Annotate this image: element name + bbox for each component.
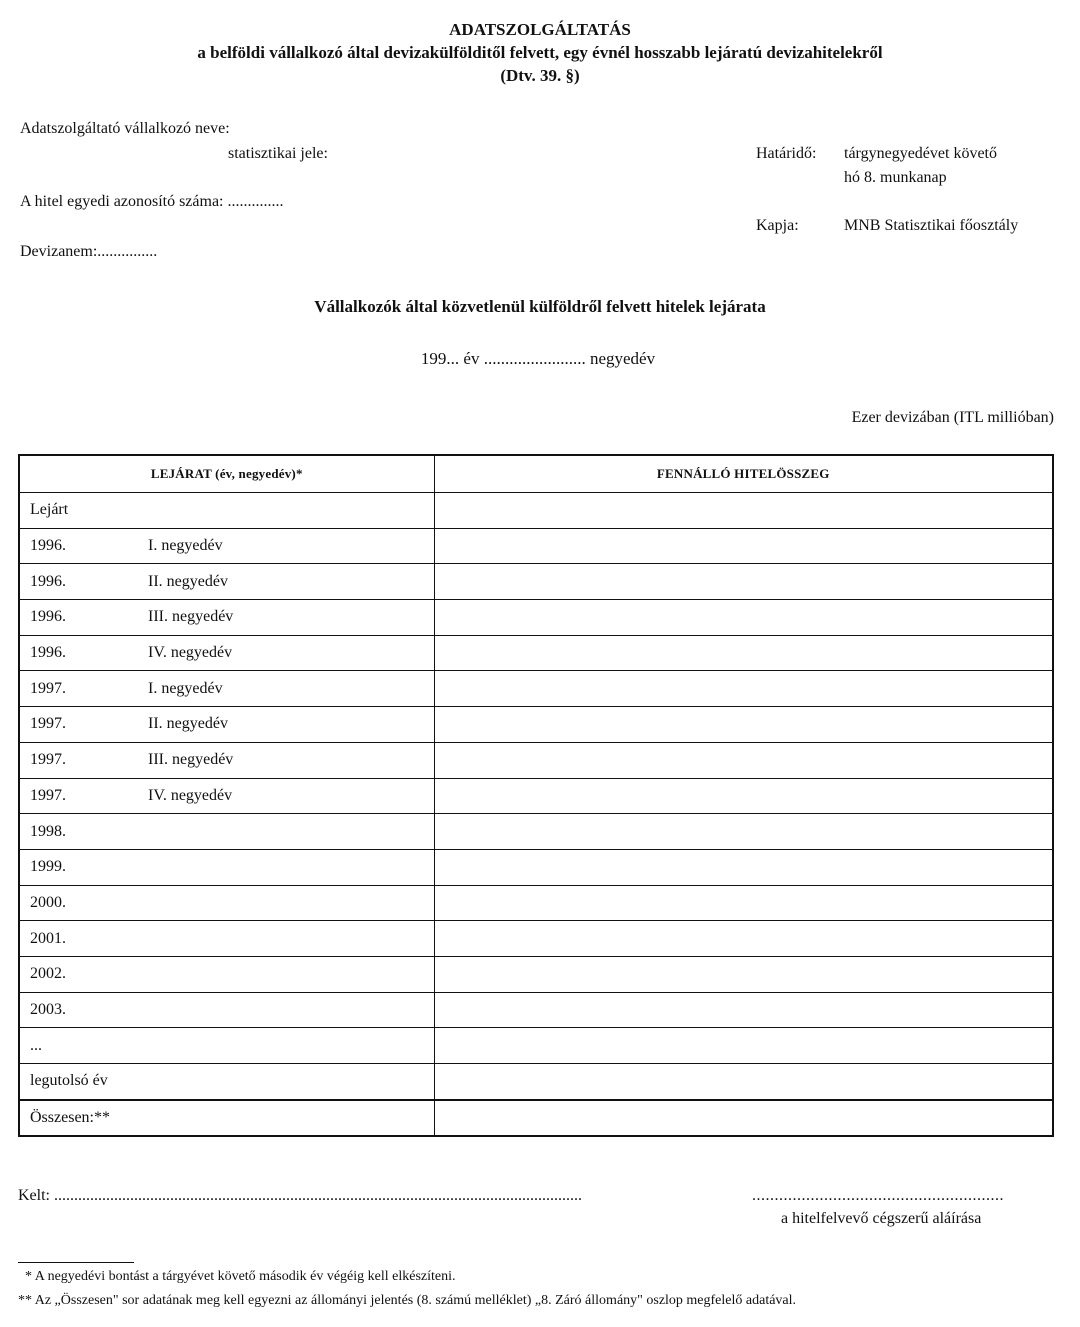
footnote-1: * A negyedévi bontást a tárgyévet követő második év végéig kell elkészíteni.: [25, 1269, 456, 1284]
column-header-outstanding: FENNÁLLÓ HITELÖSSZEG: [434, 455, 1053, 493]
stat-code-label: statisztikai jele:: [228, 145, 328, 162]
table-row: [19, 1064, 1053, 1100]
maturity-year: Lejárt: [30, 501, 69, 519]
maturity-year: 1996.: [30, 572, 66, 590]
maturity-quarter: II. negyedév: [148, 572, 228, 590]
table-row: [19, 778, 1053, 814]
maturity-year: 1997.: [30, 679, 66, 697]
table-row: [19, 528, 1053, 564]
maturity-cell: [19, 707, 434, 743]
table-body: [19, 493, 1053, 1137]
maturity-year: 2003.: [30, 1000, 66, 1018]
law-reference: (Dtv. 39. §): [500, 66, 580, 85]
table-row: [19, 1028, 1053, 1064]
table-row: [19, 992, 1053, 1028]
outstanding-amount-cell[interactable]: [434, 885, 1053, 921]
outstanding-amount-cell[interactable]: [434, 671, 1053, 707]
maturity-quarter: I. negyedév: [148, 537, 223, 555]
maturity-cell: [19, 528, 434, 564]
maturity-quarter: II. negyedév: [148, 715, 228, 733]
total-amount-cell[interactable]: [434, 1100, 1053, 1137]
table-row: [19, 671, 1053, 707]
deadline-line2: hó 8. munkanap: [844, 169, 947, 186]
footnote-divider: [18, 1262, 134, 1263]
form-subtitle: a belföldi vállalkozó által devizakülfölditől felvett, egy évnél hosszabb lejáratú devizahitelekről: [197, 43, 883, 62]
date-field[interactable]: Kelt: ....................................................................................................................................: [18, 1187, 582, 1204]
maturity-cell: [19, 671, 434, 707]
maturity-year: legutolsó év: [30, 1072, 108, 1090]
signature-label: a hitelfelvevő cégszerű aláírása: [781, 1210, 982, 1227]
outstanding-amount-cell[interactable]: [434, 956, 1053, 992]
maturity-quarter: IV. negyedév: [148, 786, 233, 804]
outstanding-amount-cell[interactable]: [434, 600, 1053, 636]
footnote-2: ** Az „Összesen" sor adatának meg kell egyezni az állományi jelentés (8. számú melléklet) „8. Záró állomány" oszlop megfelelő adatával.: [18, 1293, 797, 1308]
recipient-label: Kapja:: [756, 217, 799, 234]
total-label: Összesen:**: [19, 1100, 434, 1137]
outstanding-amount-cell[interactable]: [434, 635, 1053, 671]
total-row: [19, 1100, 1053, 1137]
maturity-cell: [19, 1064, 434, 1100]
maturity-cell: [19, 992, 434, 1028]
maturity-cell: [19, 956, 434, 992]
maturity-year: 2001.: [30, 929, 66, 947]
table-row: [19, 600, 1053, 636]
section-title: Vállalkozók által közvetlenül külföldről felvett hitelek lejárata: [314, 297, 766, 316]
table-row: [19, 564, 1053, 600]
period-line: 199... év ........................ negyedév: [420, 349, 656, 368]
table-row: [19, 742, 1053, 778]
maturity-cell: [19, 778, 434, 814]
maturity-cell: [19, 493, 434, 529]
recipient-value: MNB Statisztikai főosztály: [844, 217, 1019, 234]
outstanding-amount-cell[interactable]: [434, 849, 1053, 885]
table-row: [19, 956, 1053, 992]
deadline-line1: tárgynegyedévet követő: [844, 145, 997, 162]
currency-label: Devizanem:...............: [20, 243, 158, 260]
maturity-year: ...: [30, 1036, 42, 1054]
outstanding-amount-cell[interactable]: [434, 1028, 1053, 1064]
maturity-cell: [19, 1028, 434, 1064]
table-row: [19, 707, 1053, 743]
maturity-year: 1996.: [30, 608, 66, 626]
company-name-label: Adatszolgáltató vállalkozó neve:: [20, 120, 230, 137]
outstanding-amount-cell[interactable]: [434, 778, 1053, 814]
maturity-quarter: III. negyedév: [148, 608, 234, 626]
maturity-cell: [19, 885, 434, 921]
deadline-label: Határidő:: [756, 145, 817, 162]
table-row: [19, 635, 1053, 671]
maturity-cell: [19, 921, 434, 957]
outstanding-amount-cell[interactable]: [434, 564, 1053, 600]
maturity-year: 1998.: [30, 822, 66, 840]
maturity-cell: [19, 635, 434, 671]
maturity-year: 1997.: [30, 786, 66, 804]
form-title: ADATSZOLGÁLTATÁS: [449, 20, 631, 39]
maturity-cell: [19, 849, 434, 885]
signature-line[interactable]: ........................................................: [752, 1187, 1004, 1204]
outstanding-amount-cell[interactable]: [434, 528, 1053, 564]
maturity-year: 1999.: [30, 858, 66, 876]
maturity-year: 1996.: [30, 537, 66, 555]
table-row: [19, 921, 1053, 957]
maturity-cell: [19, 564, 434, 600]
maturity-year: 1996.: [30, 644, 66, 662]
loan-id-label: A hitel egyedi azonosító száma: ..............: [20, 193, 284, 210]
maturity-cell: [19, 742, 434, 778]
outstanding-amount-cell[interactable]: [434, 992, 1053, 1028]
maturity-year: 2002.: [30, 965, 66, 983]
table-row: [19, 885, 1053, 921]
column-header-maturity: LEJÁRAT (év, negyedév)*: [19, 455, 434, 493]
outstanding-amount-cell[interactable]: [434, 742, 1053, 778]
maturity-quarter: III. negyedév: [148, 751, 234, 769]
outstanding-amount-cell[interactable]: [434, 814, 1053, 850]
maturity-year: 1997.: [30, 715, 66, 733]
maturity-quarter: I. negyedév: [148, 679, 223, 697]
table-row: [19, 849, 1053, 885]
table-header-row: [19, 455, 1053, 493]
maturity-year: 2000.: [30, 893, 66, 911]
outstanding-amount-cell[interactable]: [434, 707, 1053, 743]
outstanding-amount-cell[interactable]: [434, 921, 1053, 957]
maturity-cell: [19, 814, 434, 850]
table-row: [19, 493, 1053, 529]
maturity-table: [18, 454, 1054, 1137]
maturity-quarter: IV. negyedév: [148, 644, 233, 662]
outstanding-amount-cell[interactable]: [434, 493, 1053, 529]
maturity-cell: [19, 600, 434, 636]
table-row: [19, 814, 1053, 850]
maturity-year: 1997.: [30, 751, 66, 769]
units-note: Ezer devizában (ITL millióban): [851, 409, 1054, 426]
outstanding-amount-cell[interactable]: [434, 1064, 1053, 1100]
